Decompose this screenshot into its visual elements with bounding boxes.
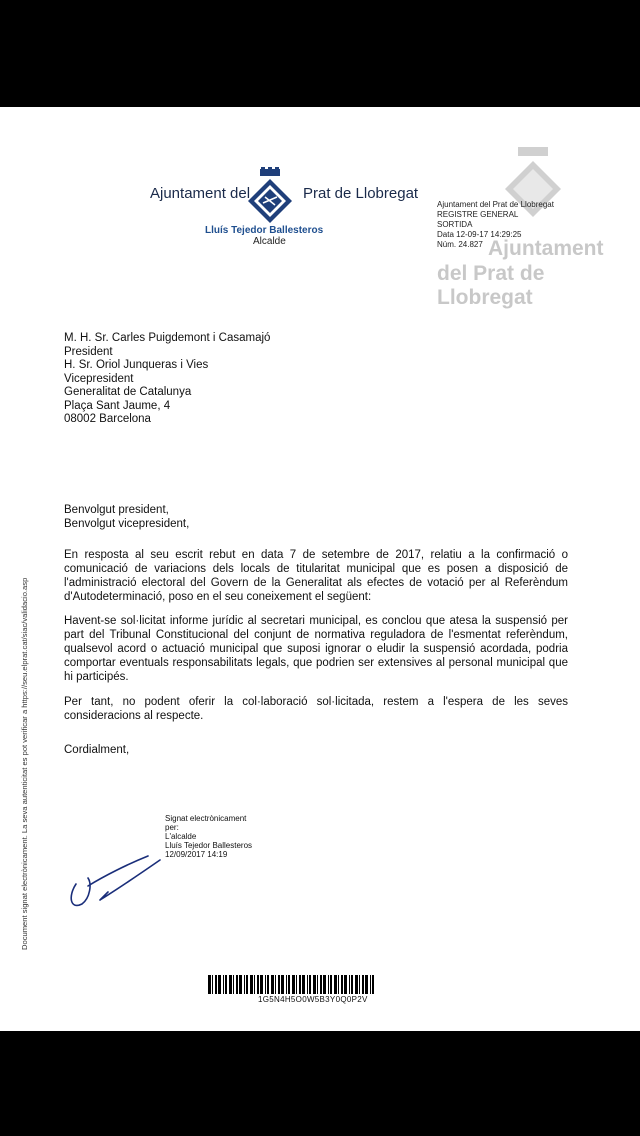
barcode-bar — [309, 975, 311, 994]
stamp-watermark-line2: del Prat de Llobregat — [437, 262, 545, 309]
barcode-bar — [215, 975, 217, 994]
barcode-bar — [208, 975, 211, 994]
logo-text-right: Prat de Llobregat — [303, 185, 419, 202]
stamp-line: SORTIDA — [437, 220, 473, 229]
barcode-bar — [328, 975, 329, 994]
barcode-bar — [225, 975, 227, 994]
barcode-bar — [362, 975, 364, 994]
barcode-bar — [299, 975, 301, 994]
electronic-signature-block — [165, 814, 252, 859]
address-line: M. H. Sr. Carles Puigdemont i Casamajó — [64, 332, 271, 344]
signature-line: L'alcalde — [165, 832, 197, 841]
barcode-bar — [275, 975, 276, 994]
barcode-bar — [344, 975, 347, 994]
barcode-bar — [341, 975, 343, 994]
stamp-line: Ajuntament del Prat de Llobregat — [437, 200, 554, 209]
barcode-bar — [307, 975, 308, 994]
municipal-shield-icon — [245, 167, 295, 227]
barcode-bar — [229, 975, 232, 994]
barcode-bar — [288, 975, 290, 994]
greeting — [64, 503, 568, 531]
signature-line: Lluís Tejedor Ballesteros — [165, 841, 253, 850]
barcode-bar — [244, 975, 245, 994]
barcode-bar — [265, 975, 266, 994]
registry-stamp — [437, 200, 554, 250]
address-line: H. Sr. Oriol Junqueras i Vies — [64, 359, 209, 371]
mayor-name: Lluís Tejedor Ballesteros — [205, 225, 324, 236]
stamp-line: REGISTRE GENERAL — [437, 210, 519, 219]
barcode-bar — [250, 975, 253, 994]
greeting-line: Benvolgut president, — [64, 504, 169, 516]
barcode-bar — [267, 975, 269, 994]
barcode-bar — [233, 975, 234, 994]
paragraph-1: En resposta al seu escrit rebut en data 7 de setembre de 2017, relatiu a la confirmació o comunicació de variacions dels locals de titularitat municipal que es posen a disposició de l'administració electoral del Govern de la Generalitat als efectes de votació per al Referèndum d'Autodeterminació, poso en el seu coneixement el següent: — [64, 549, 568, 603]
barcode-bar — [370, 975, 371, 994]
barcode-bar — [372, 975, 374, 994]
logo-text-left: Ajuntament del — [150, 185, 251, 202]
barcode-bar — [286, 975, 287, 994]
barcode-bar — [351, 975, 353, 994]
barcode-bar — [223, 975, 224, 994]
closing: Cordialment, — [64, 744, 130, 756]
barcode-bar — [271, 975, 274, 994]
barcode-bar — [349, 975, 350, 994]
barcode-bar — [320, 975, 322, 994]
greeting-line: Benvolgut vicepresident, — [64, 518, 190, 530]
paragraph-3: Per tant, no podent oferir la col·laboració sol·licitada, restem a l'espera de les seves consideracions al respecte. — [64, 696, 568, 722]
address-line: President — [64, 345, 113, 358]
recipient-address — [64, 332, 270, 427]
barcode-bar — [254, 975, 255, 994]
barcode-bar — [239, 975, 242, 994]
barcode-bar — [313, 975, 316, 994]
barcode-bar — [278, 975, 280, 994]
barcode-icon — [208, 975, 378, 994]
barcode-bar — [218, 975, 221, 994]
stamp-line: Data 12-09-17 14:29:25 — [437, 230, 522, 239]
barcode-bar — [296, 975, 297, 994]
address-line: Plaça Sant Jaume, 4 — [64, 399, 171, 412]
barcode-bar — [317, 975, 318, 994]
barcode-bar — [257, 975, 259, 994]
barcode-bar — [334, 975, 337, 994]
barcode-bar — [355, 975, 358, 994]
barcode-bar — [323, 975, 326, 994]
address-line: 08002 Barcelona — [64, 413, 151, 425]
barcode-bar — [365, 975, 368, 994]
address-line: Vicepresident — [64, 372, 134, 385]
address-line: Generalitat de Catalunya — [64, 386, 192, 398]
barcode-bar — [260, 975, 263, 994]
barcode-code: 1G5N4H5O0W5B3Y0Q0P2V — [258, 995, 368, 1004]
barcode-bar — [330, 975, 332, 994]
signature-line: Signat electrònicament — [165, 814, 247, 823]
barcode-bar — [281, 975, 284, 994]
paragraph-2: Havent-se sol·licitat informe jurídic al secretari municipal, es conclou que atesa la suspensió per part del Tribunal Constitucional del conjunt de normativa reguladora de l'esmentat referèndum, qualsevol acord o actuació municipal que suposi ignorar o eludir la suspensió acordada, podria comportar eventuals responsabilitats legals, que podrien ser extensives al personal municipal que hi participés. — [64, 615, 568, 683]
stamp-line: Núm. 24.827 — [437, 240, 483, 249]
stamp-watermark-line1: Ajuntament — [488, 237, 604, 260]
barcode-bar — [212, 975, 213, 994]
barcode-bar — [292, 975, 295, 994]
verification-side-note: Document signat electrònicament. La seva autenticitat es pot verificar a https://seu.elprat.cat/siac/validacio.asp — [20, 577, 29, 950]
barcode-bar — [359, 975, 360, 994]
letter-page — [0, 107, 640, 1031]
barcode-bar — [236, 975, 238, 994]
handwritten-signature-icon — [64, 852, 164, 912]
barcode-bar — [302, 975, 305, 994]
barcode-bar — [246, 975, 248, 994]
barcode-bar — [338, 975, 339, 994]
mayor-title: Alcalde — [253, 236, 286, 247]
signature-line: per: — [165, 823, 179, 832]
signature-line: 12/09/2017 14:19 — [165, 850, 228, 859]
